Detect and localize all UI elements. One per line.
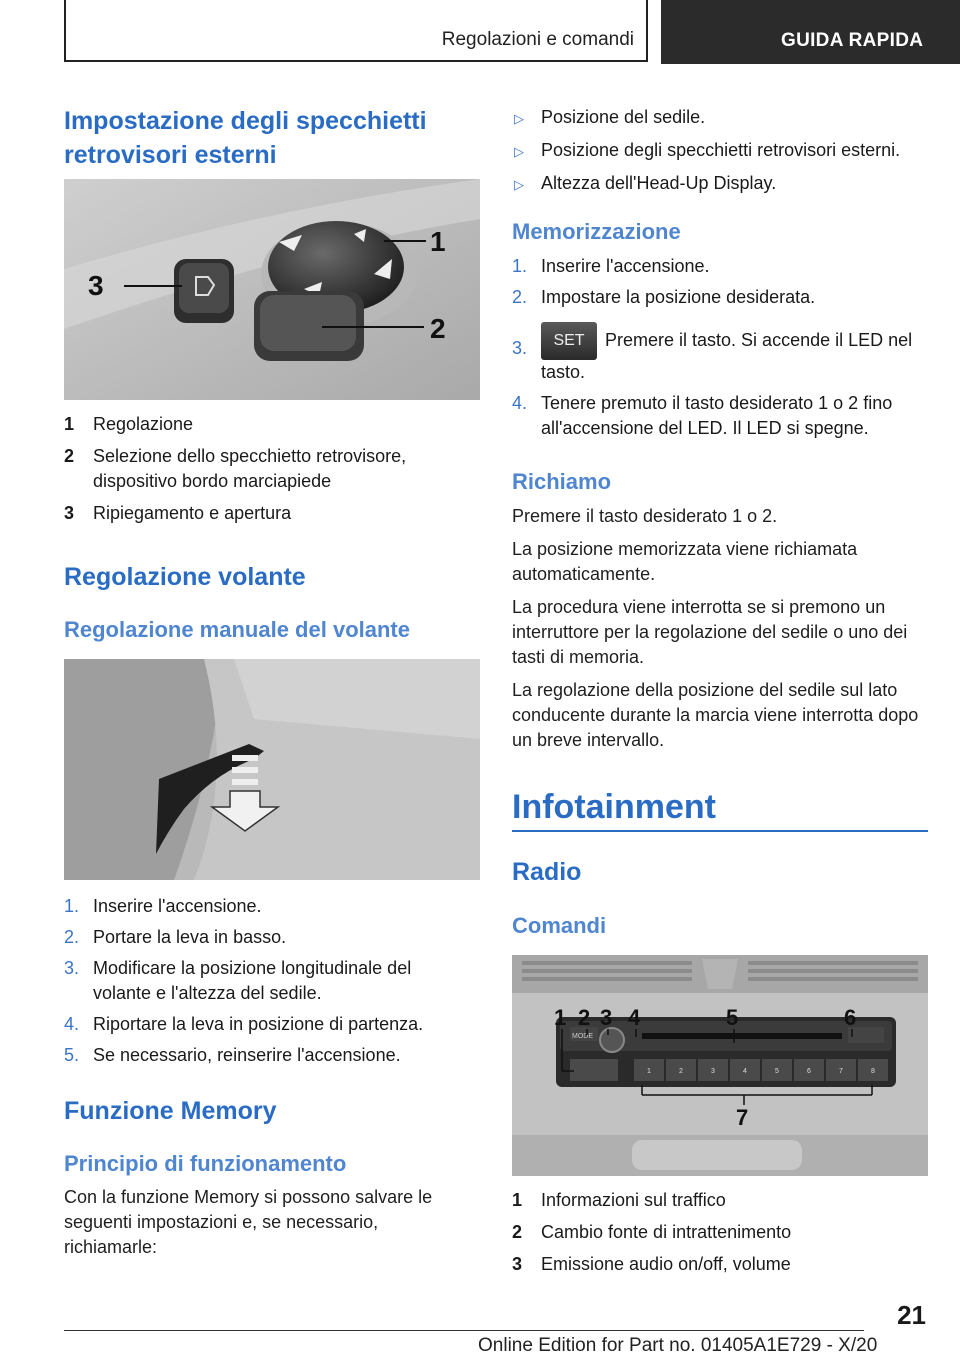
radio-preset-label: 7: [839, 1068, 843, 1075]
radio-preset-label: 3: [711, 1068, 715, 1075]
steering-subsection-title: Regolazione manuale del volante: [64, 617, 410, 642]
footer-rule: [64, 1330, 864, 1331]
footer-edition: Online Edition for Part no. 01405A1E729 - X/20: [478, 1335, 878, 1356]
recall-paragraph: La posizione memorizzata viene richiamata automaticamente.: [512, 539, 858, 584]
memory-intro-text: Con la funzione Memory si possono salvare le seguenti impostazioni e, se necessario, richiamarle:: [64, 1187, 433, 1257]
list-item: 1. Inserire l'accensione.: [64, 896, 262, 916]
list-item: 3. Modificare la posizione longitudinale del volante e l'altezza del sedile.: [64, 958, 412, 1003]
memory-bullets: [512, 105, 932, 196]
mirror-control-image: [64, 179, 480, 400]
legend-item: 3 Emissione audio on/off, volume: [512, 1254, 791, 1274]
recall-subsection-title: Richiamo: [512, 469, 612, 494]
infotainment-chapter-title: Infotainment: [512, 788, 716, 826]
legend-item: 2 Cambio fonte di intrattenimento: [512, 1222, 792, 1242]
steering-steps: [64, 894, 474, 1068]
store-subsection-title: Memorizzazione: [512, 219, 681, 244]
page-number: 21: [897, 1300, 926, 1330]
radio-preset-label: 4: [743, 1068, 747, 1075]
radio-callout-7: 7: [736, 1105, 749, 1130]
radio-section-title: Radio: [512, 858, 582, 886]
radio-callout-1: 1: [554, 1005, 567, 1030]
recall-paragraph: La regolazione della posizione del sedile sul lato conducente durante la marcia viene interrotta dopo un breve intervallo.: [512, 680, 919, 750]
mirror-callout-2: 2: [430, 313, 446, 344]
radio-preset-label: 6: [807, 1068, 811, 1075]
radio-subsection-title: Comandi: [512, 913, 607, 938]
radio-controls-image: [512, 955, 928, 1176]
list-item: 5. Se necessario, reinserire l'accensione.: [64, 1045, 401, 1065]
list-item: 2. Impostare la posizione desiderata.: [512, 287, 816, 307]
legend-item: 1 Informazioni sul traffico: [512, 1190, 726, 1210]
list-item: 1. Inserire l'accensione.: [512, 256, 710, 276]
radio-preset-label: 1: [647, 1068, 651, 1075]
radio-preset-label: 5: [775, 1068, 779, 1075]
header-section-title: Regolazioni e comandi: [441, 29, 634, 50]
radio-callout-4: 4: [628, 1005, 641, 1030]
radio-preset-label: 8: [871, 1068, 875, 1075]
radio-mode-label: MODE: [572, 1033, 593, 1040]
memory-section-title: Funzione Memory: [64, 1097, 277, 1125]
chapter-rule: [512, 830, 928, 832]
mirror-section-title: Impostazione degli specchietti retrovisori esterni: [64, 107, 427, 169]
header-tab-guida-rapida[interactable]: GUIDA RAPIDA: [661, 0, 960, 64]
radio-legend: [512, 1188, 927, 1277]
steering-lever-image: [64, 659, 480, 880]
store-steps: [512, 254, 932, 441]
radio-callout-3: 3: [600, 1005, 613, 1030]
mirror-callout-1: 1: [430, 226, 446, 257]
list-item: 4. Tenere premuto il tasto desiderato 1 o 2 fino all'accensione del LED. Il LED si spegne.: [512, 393, 893, 438]
radio-callout-5: 5: [726, 1005, 739, 1030]
steering-section-title: Regolazione volante: [64, 563, 306, 591]
mirror-legend: [64, 412, 474, 526]
recall-paragraph: La procedura viene interrotta se si premono un interruttore per la regolazione del sedile o uno dei tasti di memoria.: [512, 597, 908, 667]
list-item: 3. SET Premere il tasto. Si accende il LED nel tasto.: [512, 316, 932, 385]
header-frame: [64, 0, 648, 62]
legend-item: 1 Regolazione: [64, 414, 194, 434]
set-button-icon: SET: [541, 322, 597, 360]
radio-callout-6: 6: [844, 1005, 857, 1030]
list-item: 2. Portare la leva in basso.: [64, 927, 287, 947]
mirror-callout-3: 3: [88, 270, 104, 301]
bullet-item: ▷ Posizione del sedile.: [514, 107, 706, 127]
bullet-item: ▷ Posizione degli specchietti retrovisori esterni.: [514, 140, 901, 160]
bullet-item: ▷ Altezza dell'Head-Up Display.: [514, 173, 777, 193]
legend-item: 3 Ripiegamento e apertura: [64, 503, 292, 523]
radio-preset-label: 2: [679, 1068, 683, 1075]
memory-subsection-title: Principio di funzionamento: [64, 1151, 347, 1176]
recall-paragraph: Premere il tasto desiderato 1 o 2.: [512, 506, 778, 526]
legend-item: 2 Selezione dello specchietto retrovisore, dispositivo bordo marciapiede: [64, 446, 407, 491]
recall-text: [512, 504, 927, 753]
list-item: 4. Riportare la leva in posizione di partenza.: [64, 1014, 424, 1034]
radio-callout-2: 2: [578, 1005, 591, 1030]
